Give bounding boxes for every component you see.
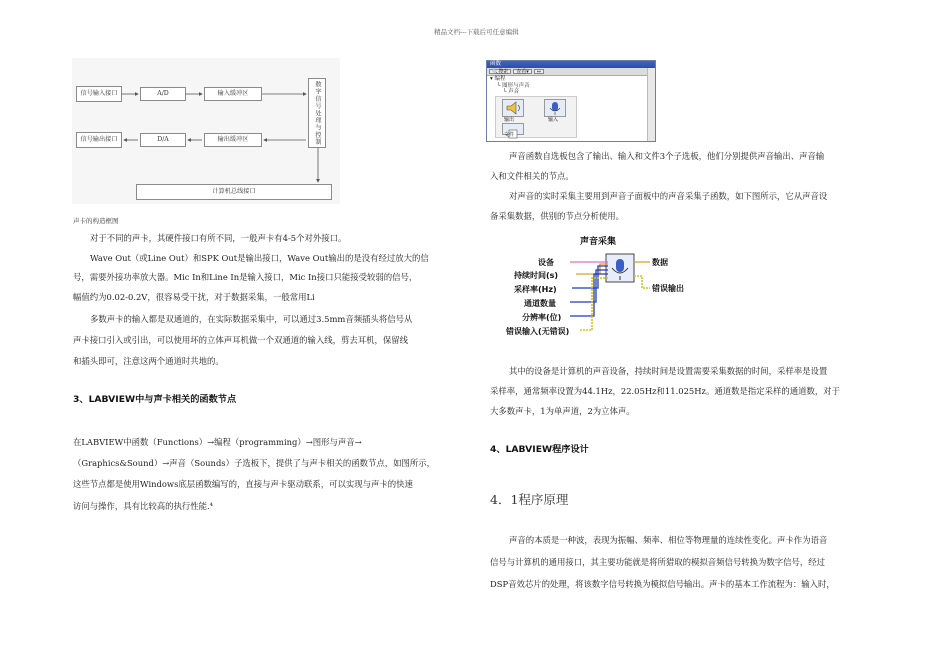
- palette-toolbar: [487, 68, 655, 76]
- node-title: 声音采集: [580, 237, 617, 247]
- sound-card-block-diagram: [72, 58, 340, 204]
- palette-title: 函数: [487, 61, 655, 68]
- input-sample-rate: 采样率(Hz): [514, 285, 557, 294]
- output-error-out: 错误输出: [652, 284, 684, 293]
- diagram-arrows: [72, 58, 340, 204]
- functions-palette-window: [486, 60, 656, 142]
- input-device: 设备: [538, 258, 554, 267]
- paragraph-params-line3: 大多数声卡，1为单声道，2为立体声。: [490, 406, 635, 416]
- input-error-in: 错误输入(无错误): [506, 327, 570, 336]
- paragraph-acquire-line1: 对声音的实时采集主要用到声音子面板中的声音采集子函数，如下图所示，它从声音设: [509, 191, 828, 201]
- paragraph-acquire-line2: 备采集数据，供别的节点分析使用。: [490, 211, 624, 221]
- paragraph-nodes-line4: 访问与操作，具有比较高的执行性能.⁴: [73, 501, 214, 511]
- section-4-1-heading: 4．1程序原理: [490, 492, 569, 507]
- paragraph-principle-line2: 信号与计算机的通用接口，其主要功能就是将所猎取的模拟音频信号转换为数字信号，经过: [490, 557, 825, 567]
- search-button[interactable]: 🔍搜索: [489, 69, 511, 74]
- paragraph-nodes-line3: 这些节点都是使用Windows底层函数编写的，直接与声卡驱动联系，可以实现与声卡的快速: [73, 479, 413, 489]
- signal-output-interface: 信号输出接口: [76, 132, 122, 148]
- paragraph-palette-line1: 声音函数自选板包含了输出、输入和文件3个子选板，他们分别提供声音输出、声音输: [509, 151, 825, 161]
- signal-input-interface: 信号输入接口: [76, 86, 122, 102]
- tree-sound[interactable]: └ 声音: [503, 89, 520, 95]
- sound-acquire-node-diagram: [506, 232, 720, 340]
- paragraph-params-line2: 采样率，通常频率设置为44.1Hz，22.05Hz和11.025Hz。通道数是指定采样的通道数，对于: [490, 386, 840, 396]
- paragraph-nodes-line1: 在LABVIEW中函数（Functions）→编程（programming）→图形与声音→: [73, 437, 362, 447]
- output-buffer: 输出缓冲区: [204, 133, 262, 147]
- input-label: 输入: [548, 117, 559, 123]
- view-button[interactable]: 查看▾: [513, 69, 532, 74]
- tree-programming[interactable]: ▾ 编程: [490, 76, 506, 82]
- input-duration: 持续时间(s): [514, 271, 559, 280]
- paragraph-principle-line1: 声音的本质是一种波，表现为振幅、频率、相位等物理量的连续性变化。声卡作为语音: [509, 535, 828, 545]
- input-resolution: 分辨率(位): [522, 313, 562, 322]
- sound-subpalette: [495, 96, 577, 138]
- section-4-heading: 4、LABVIEW程序设计: [490, 444, 589, 455]
- paragraph-channels-line3: 和插头即可，注意这两个通道时共地的。: [73, 356, 224, 366]
- page-header: 精品文档---下载后可任意编辑: [434, 28, 519, 36]
- paragraph-channels-line1: 多数声卡的输入都是双通道的，在实际数据采集中，可以通过3.5mm音频插头将信号从: [90, 314, 413, 324]
- paragraph-palette-line2: 入和文件相关的节点。: [490, 171, 574, 181]
- pin-icon[interactable]: ⇔: [534, 69, 544, 74]
- input-buffer: 输入缓冲区: [204, 87, 262, 101]
- paragraph-interfaces: 对于不同的声卡，其硬件接口有所不同，一般声卡有4-5个对外接口。: [90, 233, 347, 243]
- paragraph-params-line1: 其中的设备是计算机的声音设备，持续时间是设置需要采集数据的时间，采样率是设置: [509, 366, 828, 376]
- paragraph-principle-line3: DSP音效芯片的处理，将该数字信号转换为模拟信号输出。声卡的基本工作流程为：输入时，: [490, 579, 835, 589]
- input-channels: 通道数量: [524, 299, 556, 308]
- palette-scrollbar[interactable]: [647, 68, 655, 141]
- file-label: 文件: [504, 132, 515, 138]
- section-3-heading: 3、LABVIEW中与声卡相关的函数节点: [73, 394, 237, 405]
- figure-caption: 声卡的构造框图: [73, 217, 119, 225]
- paragraph-ports-line2: 号，需要外接功率放大器。Mic In和Line In是输入接口，Mic In接口只能接受较弱的信号，: [73, 272, 418, 282]
- paragraph-channels-line2: 声卡接口引入或引出，可以使用坏的立体声耳机做一个双通道的输入线，剪去耳机，保留线: [73, 335, 408, 345]
- output-data: 数据: [652, 258, 668, 267]
- ad-converter: A/D: [140, 87, 186, 101]
- tree-graphics-sound[interactable]: └ 图形与声音: [497, 82, 530, 89]
- dsp-control: 数字信号处理与控制: [308, 78, 326, 148]
- output-label: 输出: [504, 117, 515, 123]
- speaker-output-icon[interactable]: [502, 99, 524, 117]
- paragraph-ports-line3: 幅值约为0.02-0.2V，很容易受干扰，对于数据采集，一般常用Li: [73, 292, 315, 302]
- computer-bus-interface: 计算机总线接口: [136, 184, 332, 200]
- paragraph-nodes-line2: （Graphics&Sound）→声音（Sounds）子选板下，提供了与声卡相关的函数节点，如图所示，: [73, 458, 435, 468]
- microphone-input-icon[interactable]: [544, 99, 566, 117]
- paragraph-ports-line1: Wave Out（或Line Out）和SPK Out是输出接口，Wave Out输出的是没有经过放大的信: [90, 253, 429, 263]
- da-converter: D/A: [140, 133, 186, 147]
